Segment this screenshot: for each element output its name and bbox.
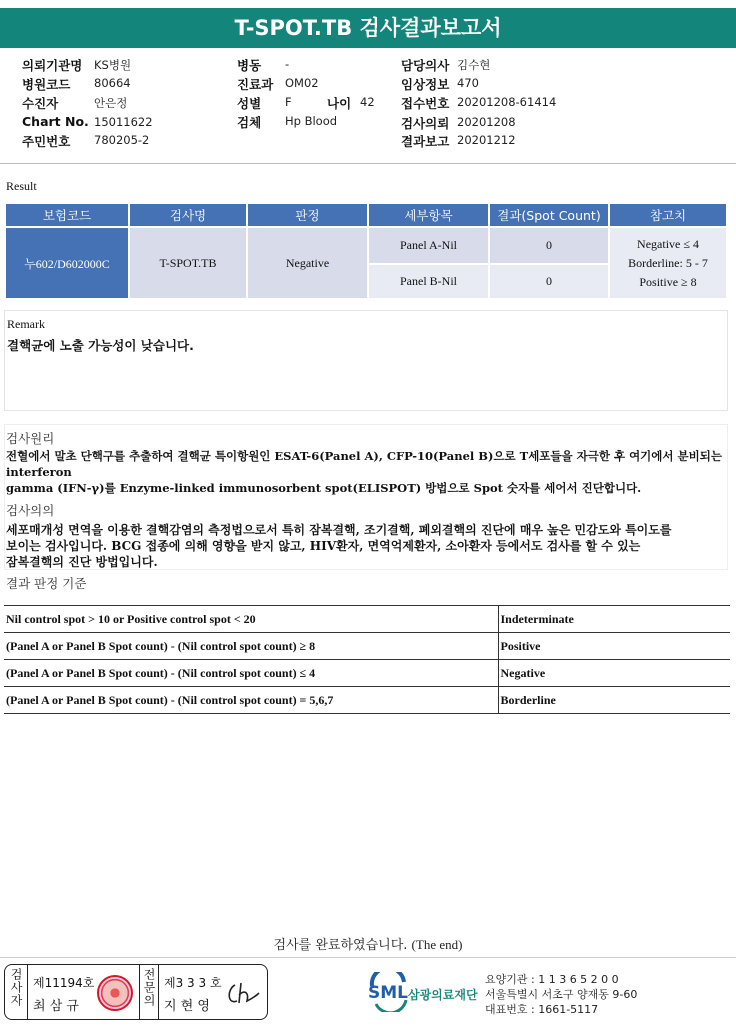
header-test-name: 검사명 [130, 204, 246, 226]
panel-b-count-cell: 0 [490, 265, 608, 298]
significance-line-1: 세포매개성 면역을 이용한 결핵감염의 측정법으로서 특히 잠복결핵, 조기결핵, 폐외결핵의 진단에 매우 높은 민감도와 특이도를 [6, 523, 672, 537]
info-value-report-date: 20201212 [457, 133, 516, 147]
tester-name: 최 삼 규 [33, 999, 79, 1014]
end-message [0, 934, 736, 953]
header-reference: 참고치 [610, 204, 726, 226]
info-label-department: 진료과 [237, 77, 274, 92]
signature-icon [223, 979, 263, 1009]
info-label-sex: 성별 [237, 96, 262, 111]
info-value-doctor: 김수현 [457, 58, 491, 72]
info-label-report-date: 결과보고 [401, 134, 450, 149]
panel-a-name-cell: Panel A-Nil [369, 228, 488, 263]
reference-positive: Positive ≥ 8 [639, 274, 697, 289]
criteria-result: Negative [498, 660, 730, 687]
criteria-label: 결과 판정 기준 [6, 576, 87, 591]
result-header-row [6, 204, 726, 226]
signature-divider [139, 965, 140, 1019]
info-label-patient: 수진자 [22, 96, 59, 111]
signature-divider [27, 965, 28, 1019]
org-contact [485, 972, 637, 1017]
criteria-result: Indeterminate [498, 606, 730, 633]
info-value-resident-no: 780205-2 [94, 133, 150, 147]
info-value-ward: - [285, 57, 290, 71]
criteria-condition: (Panel A or Panel B Spot count) - (Nil control spot count) = 5,6,7 [4, 687, 498, 714]
org-name: 삼광의료재단 [408, 988, 478, 1002]
info-label-institution: 의뢰기관명 [22, 58, 83, 73]
info-value-institution: KS병원 [94, 58, 132, 72]
info-value-department: OM02 [285, 76, 319, 90]
reviewer-label: 전문의 [142, 968, 156, 1007]
principle-label: 검사원리 [6, 431, 55, 446]
info-label-specimen: 검체 [237, 115, 262, 130]
significance-label: 검사의의 [6, 503, 55, 518]
reference-cell [610, 228, 726, 298]
info-value-clinical-info: 470 [457, 76, 479, 90]
info-label-age: 나이 [327, 96, 352, 111]
result-section-label: Result [6, 179, 37, 193]
principle-line-2: gamma (IFN-γ)를 Enzyme-linked immunosorbent spot(ELISPOT) 방법으로 Spot 숫자를 세어서 진단합니다. [6, 481, 642, 495]
info-value-chart-no: 15011622 [94, 115, 153, 129]
header-result: 결과(Spot Count) [490, 204, 608, 226]
org-phone: 대표번호 : 1661-5117 [485, 1003, 599, 1016]
criteria-table [4, 605, 730, 714]
info-label-doctor: 담당의사 [401, 58, 450, 73]
tester-license-no: 제11194호 [33, 976, 95, 990]
result-table [4, 202, 728, 300]
signature-divider [158, 965, 159, 1019]
info-value-sex: F [285, 95, 292, 109]
footer-divider [0, 957, 736, 958]
info-value-receipt-no: 20201208-61414 [457, 95, 557, 109]
criteria-condition: (Panel A or Panel B Spot count) - (Nil control spot count) ≥ 8 [4, 633, 498, 660]
info-divider [0, 163, 736, 164]
official-seal-icon [97, 975, 133, 1011]
criteria-row [4, 606, 730, 633]
criteria-condition: Nil control spot > 10 or Positive control spot < 20 [4, 606, 498, 633]
info-label-hospital-code: 병원코드 [22, 77, 71, 92]
judgement-cell: Negative [248, 228, 367, 298]
signature-box [4, 964, 268, 1020]
info-value-specimen: Hp Blood [285, 114, 338, 128]
criteria-row [4, 687, 730, 714]
criteria-result: Positive [498, 633, 730, 660]
report-title: T-SPOT.TB 검사결과보고서 [0, 8, 736, 48]
org-address: 서울특별시 서초구 양재동 9-60 [485, 988, 638, 1001]
header-judgement: 판정 [248, 204, 367, 226]
info-value-age: 42 [360, 95, 375, 109]
reviewer-license-no: 제3 3 3 호 [164, 976, 222, 990]
significance-line-2: 보이는 검사입니다. BCG 접종에 의해 영향을 받지 않고, HIV환자, 면역억제환자, 소아환자 등에서도 검사를 할 수 있는 [6, 539, 641, 553]
test-name-cell: T-SPOT.TB [130, 228, 246, 298]
info-label-receipt-no: 접수번호 [401, 96, 450, 111]
principle-line-1: 전혈에서 말초 단핵구를 추출하여 결핵균 특이항원인 ESAT-6(Panel A), CFP-10(Panel B)으로 T세포들을 자극한 후 여기에서 분비되는 interferon [6, 449, 722, 479]
criteria-condition: (Panel A or Panel B Spot count) - (Nil control spot count) ≤ 4 [4, 660, 498, 687]
reference-borderline: Borderline: 5 - 7 [628, 255, 708, 270]
info-value-request-date: 20201208 [457, 115, 516, 129]
org-agency-code: 요양기관 : 1 1 3 6 5 2 0 0 [485, 973, 619, 986]
info-value-patient: 안은정 [94, 96, 128, 110]
info-value-hospital-code: 80664 [94, 76, 131, 90]
remark-label: Remark [7, 317, 45, 331]
logo-text: SML [368, 983, 408, 1003]
criteria-row [4, 660, 730, 687]
info-label-resident-no: 주민번호 [22, 134, 71, 149]
header-insurance-code: 보험코드 [6, 204, 128, 226]
org-logo [366, 972, 486, 1012]
reference-negative: Negative ≤ 4 [637, 236, 699, 251]
result-row [6, 228, 726, 263]
criteria-result: Borderline [498, 687, 730, 714]
info-label-request-date: 검사의뢰 [401, 116, 450, 131]
end-message-en: (The end) [411, 937, 463, 952]
end-message-ko: 검사를 완료하였습니다. [273, 938, 408, 953]
panel-b-name-cell: Panel B-Nil [369, 265, 488, 298]
info-label-clinical-info: 임상정보 [401, 77, 450, 92]
criteria-row [4, 633, 730, 660]
patient-info-block [0, 52, 736, 160]
reviewer-name: 지 현 영 [164, 999, 210, 1014]
remark-text: 결핵균에 노출 가능성이 낮습니다. [7, 338, 194, 353]
header-detail-item: 세부항목 [369, 204, 488, 226]
insurance-code-cell: 누602/D602000C [6, 228, 128, 298]
tester-label: 검사자 [9, 968, 23, 1007]
info-label-ward: 병동 [237, 58, 262, 73]
panel-a-count-cell: 0 [490, 228, 608, 263]
significance-line-3: 잠복결핵의 진단 방법입니다. [6, 555, 158, 569]
info-label-chart-no: Chart No. [22, 114, 89, 129]
remark-box [4, 310, 728, 411]
